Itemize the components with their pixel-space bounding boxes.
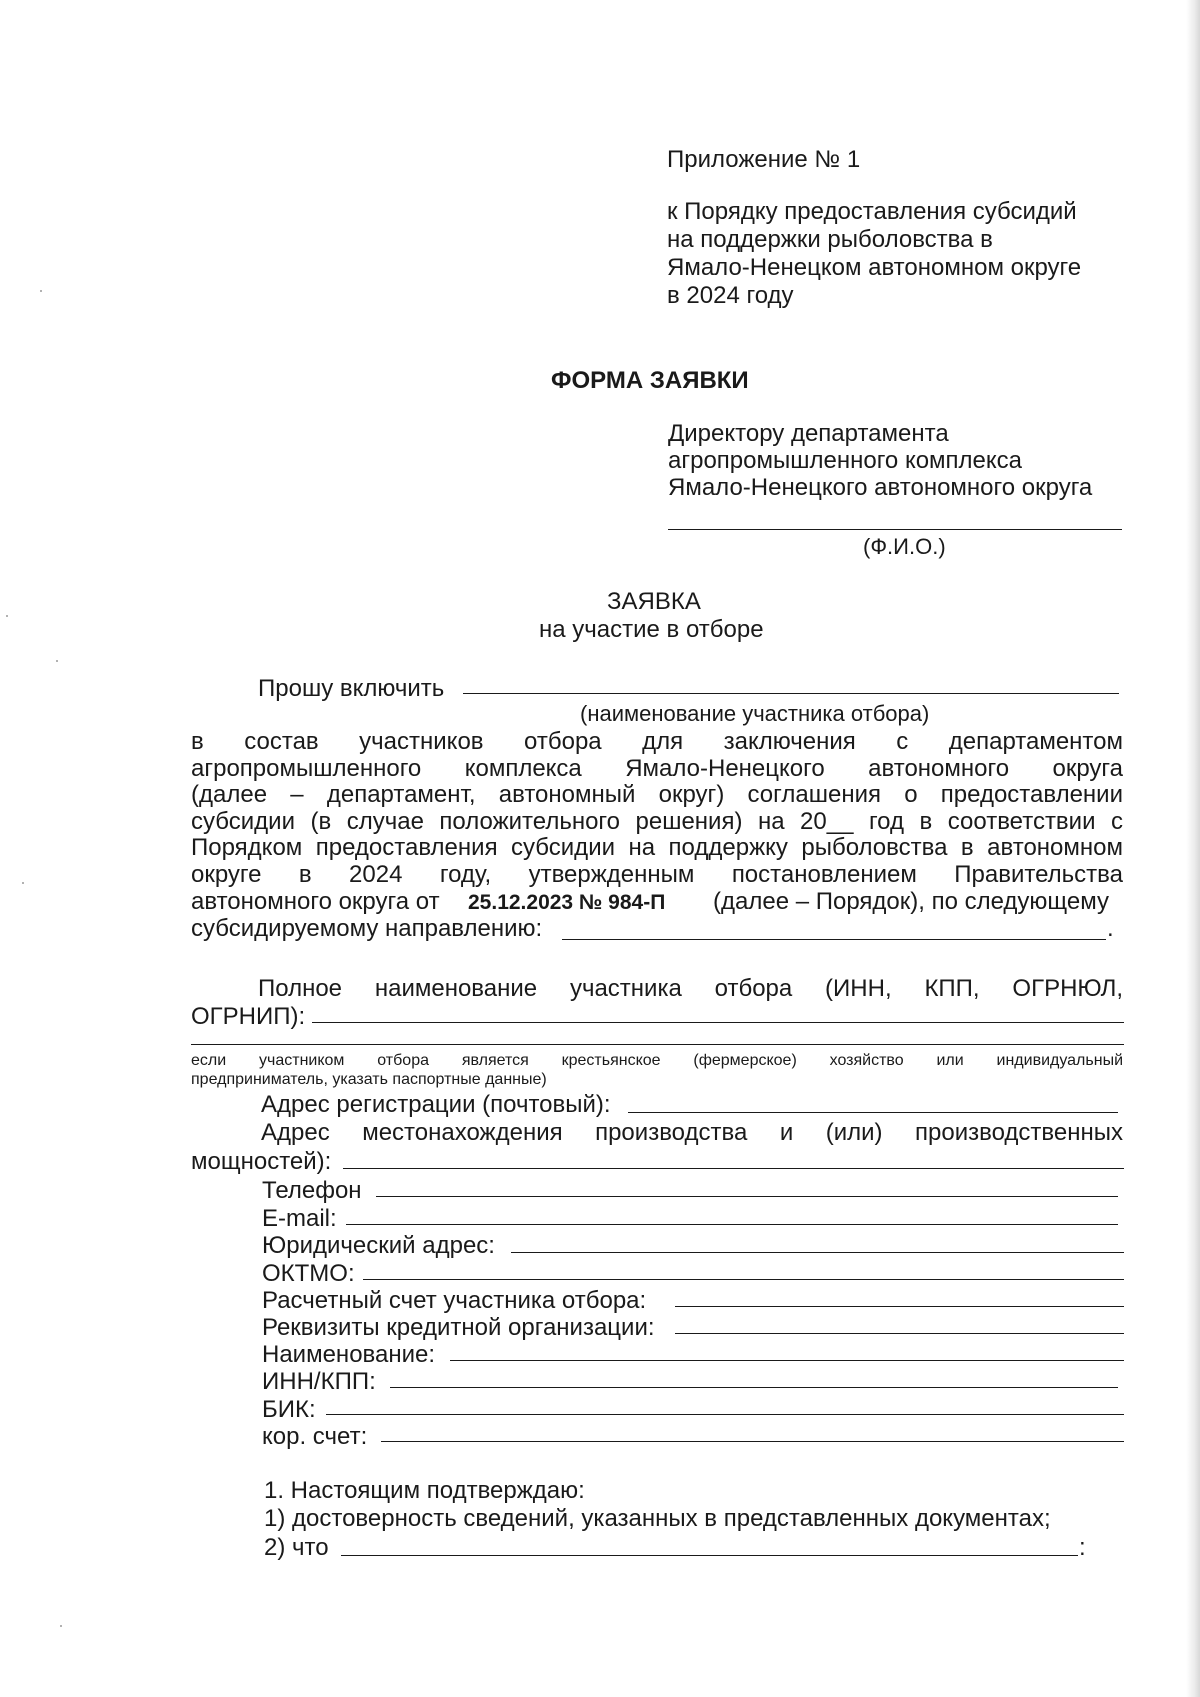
- production-address-line: [343, 1168, 1124, 1169]
- account-line: [675, 1306, 1124, 1307]
- full-name-line-2: [191, 1044, 1124, 1045]
- inn-kpp-line: [390, 1387, 1118, 1388]
- participant-name-line: [463, 693, 1119, 694]
- order-reference-line: Ямало-Ненецком автономном округе: [667, 254, 1082, 281]
- order-reference-line: на поддержки рыболовства в: [667, 226, 993, 253]
- phone-label: Телефон: [262, 1177, 362, 1204]
- email-line: [346, 1224, 1118, 1225]
- request-body-line: Порядком предоставления субсидии на поддержку рыболовства в автономном: [191, 834, 1123, 861]
- legal-address-label: Юридический адрес:: [262, 1232, 495, 1259]
- bank-details-label: Реквизиты кредитной организации:: [262, 1314, 655, 1341]
- addressee-line: агропромышленного комплекса: [668, 447, 1023, 474]
- production-address-label-cont: мощностей):: [191, 1148, 332, 1175]
- phone-line: [376, 1196, 1118, 1197]
- production-address-label: Адрес местонахождения производства и (или) производственных: [261, 1119, 1123, 1146]
- bik-label: БИК:: [262, 1396, 316, 1423]
- direction-line: [562, 939, 1106, 940]
- confirm-item-2-end: :: [1079, 1534, 1086, 1561]
- request-body-line: в состав участников отбора для заключения с департаментом: [191, 728, 1123, 755]
- decree-reference: 25.12.2023 № 984-П: [468, 891, 666, 914]
- registration-address-label: Адрес регистрации (почтовый):: [261, 1091, 611, 1118]
- order-reference-line: в 2024 году: [667, 282, 794, 309]
- fio-caption: (Ф.И.О.): [863, 534, 946, 559]
- order-reference-line: к Порядку предоставления субсидий: [667, 198, 1077, 225]
- decree-suffix: (далее – Порядок), по следующему: [713, 888, 1110, 915]
- bank-details-line: [675, 1333, 1124, 1334]
- registration-address-line: [628, 1112, 1118, 1113]
- participant-name-caption: (наименование участника отбора): [580, 701, 930, 726]
- appendix-number: Приложение № 1: [667, 146, 861, 173]
- scan-edge-shadow: [1186, 0, 1200, 1697]
- application-subtitle: на участие в отборе: [539, 616, 764, 643]
- direction-label: субсидируемому направлению:: [191, 915, 543, 942]
- full-name-line: [312, 1022, 1124, 1023]
- addressee-line: Ямало-Ненецкого автономного округа: [668, 474, 1093, 501]
- corr-account-line: [381, 1441, 1124, 1442]
- scan-speck: [6, 615, 8, 617]
- scan-speck: [40, 290, 42, 292]
- request-body-line: агропромышленного комплекса Ямало-Ненецкого автономного округа: [191, 755, 1123, 782]
- addressee-line: Директору департамента: [668, 420, 949, 447]
- scan-speck: [60, 1625, 62, 1627]
- account-label: Расчетный счет участника отбора:: [262, 1287, 647, 1314]
- legal-address-line: [511, 1252, 1124, 1253]
- form-title: ФОРМА ЗАЯВКИ: [551, 367, 749, 394]
- full-name-label: Полное наименование участника отбора (ИНН, КПП, ОГРНЮЛ,: [258, 975, 1123, 1002]
- scan-speck: [56, 660, 58, 662]
- confirm-item-2: 2) что: [264, 1534, 329, 1561]
- email-label: E-mail:: [262, 1205, 337, 1232]
- confirm-item-1: 1) достоверность сведений, указанных в представленных документах;: [264, 1505, 1051, 1532]
- passport-note-cont: предприниматель, указать паспортные данные): [191, 1071, 547, 1088]
- direction-end-dot: .: [1107, 915, 1114, 942]
- request-body-line: (далее – департамент, автономный округ) соглашения о предоставлении: [191, 781, 1123, 808]
- fio-line: [668, 529, 1122, 530]
- bank-name-label: Наименование:: [262, 1341, 436, 1368]
- full-name-label-cont: ОГРНИП):: [191, 1003, 306, 1030]
- oktmo-label: ОКТМО:: [262, 1260, 355, 1287]
- scan-speck: [22, 882, 24, 884]
- bik-line: [326, 1414, 1124, 1415]
- confirm-item-2-line: [341, 1555, 1078, 1556]
- bank-name-line: [450, 1360, 1124, 1361]
- request-label: Прошу включить: [258, 675, 445, 702]
- request-body-line: субсидии (в случае положительного решения) на 20__ год в соответствии с: [191, 808, 1123, 835]
- decree-prefix: автономного округа от: [191, 888, 440, 915]
- request-body-line: округе в 2024 году, утвержденным постановлением Правительства: [191, 861, 1123, 888]
- passport-note: если участником отбора является крестьянское (фермерское) хозяйство или индивидуальный: [191, 1052, 1123, 1069]
- application-title: ЗАЯВКА: [607, 588, 701, 615]
- corr-account-label: кор. счет:: [262, 1423, 368, 1450]
- oktmo-line: [363, 1279, 1124, 1280]
- confirm-heading: 1. Настоящим подтверждаю:: [264, 1477, 585, 1504]
- inn-kpp-label: ИНН/КПП:: [262, 1368, 376, 1395]
